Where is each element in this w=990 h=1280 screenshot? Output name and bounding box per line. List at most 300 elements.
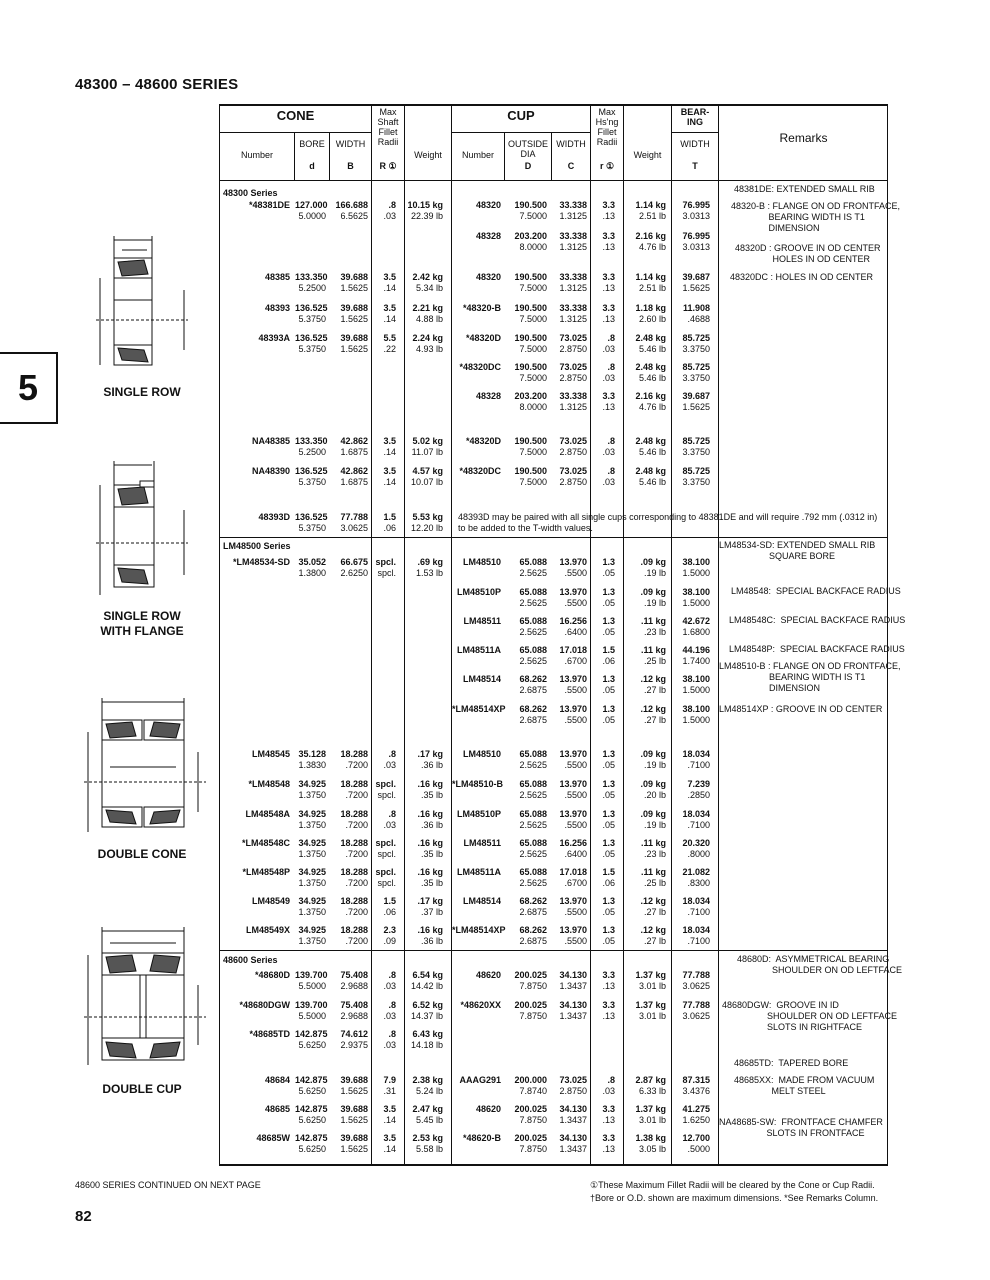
cone-w-metric: 39.688 — [340, 1133, 368, 1143]
cup-c-inch: 2.8750 — [559, 477, 587, 487]
remark-text: 48320-B : FLANGE ON OD FRONTFACE, BEARING WIDTH IS T1 DIMENSION — [731, 201, 901, 233]
header-cup: CUP — [507, 108, 535, 123]
cup-c-inch: 1.3125 — [559, 242, 587, 252]
cup-od-metric: 68.262 — [519, 674, 547, 684]
cone-w-inch: .7200 — [345, 878, 368, 888]
cup-t-inch: 3.3750 — [682, 477, 710, 487]
cup-r-metric: 1.3 — [602, 896, 615, 906]
cone-bore-inch: 5.2500 — [298, 447, 326, 457]
cup-number: *LM48510-B — [452, 779, 504, 789]
row-rule — [451, 132, 590, 133]
cup-cwt-metric: 2.87 kg — [635, 1075, 666, 1085]
cup-c-inch: .5500 — [564, 820, 587, 830]
cone-wt-metric: 2.42 kg — [412, 272, 443, 282]
remark-text: 48320D : GROOVE IN OD CENTER HOLES IN OD CENTER — [735, 243, 881, 264]
cup-cwt-inch: 3.01 lb — [638, 981, 666, 991]
cup-od-metric: 65.088 — [519, 557, 547, 567]
cup-cwt-inch: 3.01 lb — [638, 1115, 666, 1125]
cup-t-inch: .5000 — [687, 1144, 710, 1154]
cup-number: *48620XX — [460, 1000, 501, 1010]
cup-od-inch: 8.0000 — [519, 242, 547, 252]
cone-wt-inch: 10.07 lb — [410, 477, 443, 487]
cup-number: *LM48514XP — [452, 925, 506, 935]
cup-c-inch: .5500 — [564, 598, 587, 608]
cup-c-metric: 73.025 — [559, 1075, 587, 1085]
cone-number: NA48390 — [251, 466, 290, 476]
cup-od-metric: 200.000 — [514, 1075, 547, 1085]
cone-number: NA48385 — [251, 436, 290, 446]
cone-w-metric: 39.688 — [340, 1075, 368, 1085]
cone-bore-inch: 5.6250 — [298, 1040, 326, 1050]
cone-wt-inch: 11.07 lb — [411, 447, 443, 457]
cone-bore-metric: 142.875 — [295, 1104, 328, 1114]
cone-wt-inch: 5.34 lb — [415, 283, 443, 293]
cup-r-inch: .03 — [602, 447, 615, 457]
cone-number: *LM48548 — [248, 779, 290, 789]
cup-r-metric: 1.3 — [602, 809, 615, 819]
cone-number: 48393A — [258, 333, 290, 343]
cup-t-inch: .4688 — [687, 314, 710, 324]
cup-t-metric: 76.995 — [682, 200, 710, 210]
row-rule — [671, 132, 718, 133]
cone-R-metric: spcl. — [375, 557, 396, 567]
cone-wt-inch: 14.37 lb — [410, 1011, 443, 1021]
cup-r-inch: .05 — [602, 790, 615, 800]
cup-c-inch: 2.8750 — [559, 373, 587, 383]
cup-r-metric: 3.3 — [602, 1000, 615, 1010]
cup-t-metric: 38.100 — [682, 557, 710, 567]
remark-text: 48320DC : HOLES IN OD CENTER — [730, 272, 874, 282]
cup-c-metric: 73.025 — [559, 333, 587, 343]
cone-wt-inch: 4.88 lb — [415, 314, 443, 324]
cup-c-inch: .5500 — [564, 760, 587, 770]
cup-t-metric: 44.196 — [682, 645, 710, 655]
cup-r-inch: .06 — [602, 878, 615, 888]
cone-bore-inch: 5.3750 — [298, 344, 326, 354]
cup-t-inch: 3.3750 — [682, 344, 710, 354]
cone-R-inch: .14 — [383, 283, 396, 293]
cup-c-inch: .5500 — [564, 790, 587, 800]
cup-cwt-metric: .09 kg — [640, 557, 666, 567]
cone-wt-metric: 6.54 kg — [412, 970, 443, 980]
cup-c-inch: 1.3437 — [559, 981, 587, 991]
cup-r-metric: 3.3 — [602, 231, 615, 241]
cup-cwt-metric: 1.14 kg — [635, 200, 666, 210]
cup-r-metric: 1.3 — [602, 587, 615, 597]
cup-t-metric: 76.995 — [682, 231, 710, 241]
cup-c-inch: .5500 — [564, 907, 587, 917]
cup-r-inch: .13 — [602, 402, 615, 412]
footnote-bore: †Bore or O.D. shown are maximum dimensions. *See Remarks Column. — [590, 1193, 879, 1203]
remark-text: LM48534-SD: EXTENDED SMALL RIB SQUARE BORE — [719, 540, 876, 561]
remark-text: 48680DGW: GROOVE IN ID SHOULDER ON OD LEFTFACE SLOTS IN RIGHTFACE — [722, 1000, 898, 1032]
cone-R-inch: .06 — [383, 523, 396, 533]
cone-number: LM48549X — [245, 925, 290, 935]
series-heading: 48300 Series — [223, 188, 278, 198]
cup-r-metric: 3.3 — [602, 1133, 615, 1143]
remark-text: LM48510-B : FLANGE ON OD FRONTFACE, BEARING WIDTH IS T1 DIMENSION — [719, 661, 901, 693]
cup-t-inch: 3.0313 — [682, 211, 710, 221]
cup-c-metric: 34.130 — [559, 1133, 587, 1143]
cup-c-metric: 13.970 — [559, 704, 587, 714]
row-rule — [219, 132, 371, 133]
cup-number: LM48514 — [462, 896, 501, 906]
cup-od-inch: 8.0000 — [519, 402, 547, 412]
cup-cwt-inch: 2.51 lb — [638, 283, 666, 293]
cone-w-inch: .7200 — [345, 849, 368, 859]
cone-wt-metric: .16 kg — [417, 779, 443, 789]
cone-w-metric: 42.862 — [340, 466, 368, 476]
cup-t-metric: 18.034 — [682, 925, 710, 935]
cup-c-metric: 33.338 — [559, 391, 587, 401]
cup-c-metric: 34.130 — [559, 970, 587, 980]
cone-R-inch: spcl. — [377, 878, 396, 888]
cone-R-metric: 3.5 — [383, 272, 396, 282]
cup-c-metric: 73.025 — [559, 466, 587, 476]
cup-cwt-metric: .11 kg — [640, 645, 666, 655]
cone-number: 48393D — [258, 512, 290, 522]
cup-cwt-metric: .11 kg — [640, 867, 666, 877]
cup-od-metric: 65.088 — [519, 809, 547, 819]
cup-t-inch: .7100 — [687, 936, 710, 946]
cup-r-inch: .05 — [602, 907, 615, 917]
header-remarks: Remarks — [779, 131, 828, 145]
cup-c-metric: 13.970 — [559, 557, 587, 567]
cone-bore-metric: 142.875 — [295, 1133, 328, 1143]
cup-c-metric: 33.338 — [559, 231, 587, 241]
cone-w-inch: 2.6250 — [340, 568, 368, 578]
cup-od-inch: 7.8750 — [519, 1011, 547, 1021]
cup-t-metric: 18.034 — [682, 809, 710, 819]
remark-text: NA48685-SW: FRONTFACE CHAMFER SLOTS IN FRONTFACE — [719, 1117, 883, 1138]
cup-t-inch: 3.0625 — [682, 1011, 710, 1021]
cone-wt-metric: .17 kg — [417, 749, 443, 759]
cone-wt-metric: .16 kg — [417, 867, 443, 877]
table-bottom-rule — [219, 1164, 888, 1166]
cup-cwt-inch: 5.46 lb — [638, 447, 666, 457]
cup-number: LM48510 — [462, 749, 501, 759]
cup-c-metric: 13.970 — [559, 587, 587, 597]
cup-r-inch: .03 — [602, 1086, 615, 1096]
cup-t-inch: .7100 — [687, 760, 710, 770]
remark-text: LM48514XP : GROOVE IN OD CENTER — [719, 704, 883, 714]
cup-number: 48320 — [475, 272, 501, 282]
cone-w-metric: 75.408 — [340, 1000, 368, 1010]
cup-od-inch: 2.5625 — [519, 627, 547, 637]
cup-od-metric: 65.088 — [519, 616, 547, 626]
cup-c-inch: .6400 — [564, 849, 587, 859]
cup-t-metric: 38.100 — [682, 587, 710, 597]
cup-od-inch: 7.5000 — [519, 373, 547, 383]
cup-t-inch: 1.5625 — [682, 402, 710, 412]
cup-cwt-inch: .27 lb — [643, 715, 666, 725]
series-heading: 48600 Series — [223, 955, 278, 965]
cone-bore-inch: 5.3750 — [298, 523, 326, 533]
cone-w-metric: 39.688 — [340, 1104, 368, 1114]
cone-wt-inch: 4.93 lb — [415, 344, 443, 354]
cone-R-inch: .14 — [383, 1115, 396, 1125]
cone-wt-metric: .16 kg — [417, 838, 443, 848]
cup-od-inch: 7.5000 — [519, 477, 547, 487]
cup-c-inch: 2.8750 — [559, 344, 587, 354]
cup-number: LM48511A — [456, 645, 501, 655]
cup-r-inch: .13 — [602, 1115, 615, 1125]
cup-c-metric: 17.018 — [559, 867, 587, 877]
cone-R-inch: .03 — [383, 760, 396, 770]
cup-t-metric: 87.315 — [682, 1075, 710, 1085]
cup-number: LM48510P — [456, 809, 501, 819]
cone-R-inch: .03 — [383, 211, 396, 221]
cup-cwt-inch: 5.46 lb — [638, 477, 666, 487]
cup-t-metric: 39.687 — [682, 391, 710, 401]
cup-r-inch: .13 — [602, 1011, 615, 1021]
cone-R-metric: .8 — [388, 1000, 396, 1010]
cup-od-metric: 200.025 — [514, 970, 547, 980]
cup-r-metric: .8 — [607, 1075, 615, 1085]
cup-r-metric: 1.5 — [602, 645, 615, 655]
header-rr-sym: r ① — [599, 161, 615, 171]
cup-od-inch: 7.5000 — [519, 314, 547, 324]
header-bore: BORE — [299, 139, 325, 149]
row-rule — [219, 950, 888, 951]
cup-od-inch: 2.5625 — [519, 849, 547, 859]
cup-t-metric: 41.275 — [682, 1104, 710, 1114]
header-cup-width-sym: C — [567, 161, 575, 171]
cone-bore-inch: 1.3750 — [298, 820, 326, 830]
cone-wt-inch: .35 lb — [420, 790, 443, 800]
cone-w-inch: 2.9375 — [340, 1040, 368, 1050]
cone-R-inch: .03 — [383, 981, 396, 991]
cup-t-metric: 18.034 — [682, 749, 710, 759]
continued-note: 48600 SERIES CONTINUED ON NEXT PAGE — [75, 1180, 261, 1190]
cone-w-metric: 18.288 — [340, 749, 368, 759]
cone-wt-metric: 2.21 kg — [412, 303, 443, 313]
cup-c-inch: 1.3437 — [559, 1144, 587, 1154]
cone-wt-inch: .36 lb — [420, 760, 443, 770]
header-cup-number: Number — [461, 150, 494, 160]
cup-t-inch: 1.5625 — [682, 283, 710, 293]
cup-cwt-metric: 1.37 kg — [635, 1104, 666, 1114]
cup-od-inch: 2.5625 — [519, 820, 547, 830]
cone-w-inch: .7200 — [345, 936, 368, 946]
cone-bore-metric: 34.925 — [298, 809, 326, 819]
cup-t-metric: 18.034 — [682, 896, 710, 906]
cup-od-metric: 190.500 — [514, 303, 547, 313]
cup-t-inch: 1.6800 — [682, 627, 710, 637]
cup-t-inch: .8300 — [687, 878, 710, 888]
cone-w-metric: 75.408 — [340, 970, 368, 980]
cup-r-metric: 1.3 — [602, 749, 615, 759]
header-outside-dia: OUTSIDE DIA — [507, 139, 548, 159]
cup-cwt-metric: .12 kg — [640, 704, 666, 714]
cup-c-inch: .6400 — [564, 627, 587, 637]
cup-cwt-metric: 1.18 kg — [635, 303, 666, 313]
cup-t-metric: 85.725 — [682, 436, 710, 446]
cup-cwt-inch: .27 lb — [643, 685, 666, 695]
cup-t-inch: 1.6250 — [682, 1115, 710, 1125]
cup-od-inch: 7.5000 — [519, 211, 547, 221]
cup-od-metric: 190.500 — [514, 362, 547, 372]
note-48393D: 48393D may be paired with all single cups corresponding to 48381DE and will require .792 mm (.0312 in) to be added to the T-width values. — [458, 512, 878, 533]
cup-t-inch: 1.5000 — [682, 685, 710, 695]
cone-w-inch: 1.5625 — [340, 283, 368, 293]
cup-number: 48620 — [475, 1104, 501, 1114]
cone-w-inch: 6.5625 — [340, 211, 368, 221]
cup-r-inch: .05 — [602, 760, 615, 770]
cone-number: 48685W — [256, 1133, 290, 1143]
cup-od-inch: 7.5000 — [519, 283, 547, 293]
cone-w-metric: 39.688 — [340, 333, 368, 343]
cone-bore-inch: 5.0000 — [298, 211, 326, 221]
cup-r-metric: .8 — [607, 466, 615, 476]
cone-bore-metric: 133.350 — [295, 436, 328, 446]
header-bearing: BEAR- ING — [680, 107, 710, 127]
cone-wt-metric: .69 kg — [417, 557, 443, 567]
cup-cwt-metric: .12 kg — [640, 925, 666, 935]
cup-cwt-inch: .19 lb — [643, 598, 666, 608]
cup-t-metric: 85.725 — [682, 362, 710, 372]
cone-R-inch: .31 — [383, 1086, 396, 1096]
cup-od-inch: 7.5000 — [519, 344, 547, 354]
cone-bore-metric: 35.128 — [298, 749, 326, 759]
cup-od-metric: 65.088 — [519, 587, 547, 597]
cup-od-metric: 65.088 — [519, 779, 547, 789]
cone-wt-inch: 5.24 lb — [415, 1086, 443, 1096]
cup-t-inch: 3.0313 — [682, 242, 710, 252]
cup-number: LM48510P — [456, 587, 501, 597]
cup-od-inch: 2.6875 — [519, 685, 547, 695]
cup-c-metric: 13.970 — [559, 809, 587, 819]
cone-wt-metric: 5.02 kg — [412, 436, 443, 446]
cone-bore-metric: 34.925 — [298, 867, 326, 877]
cone-bore-inch: 5.3750 — [298, 314, 326, 324]
cone-w-inch: .7200 — [345, 760, 368, 770]
cup-cwt-inch: 4.76 lb — [638, 402, 666, 412]
cone-w-inch: 3.0625 — [340, 523, 368, 533]
diagram-label-single-row: SINGLE ROW — [103, 385, 181, 399]
cup-od-metric: 65.088 — [519, 867, 547, 877]
cone-number: LM48545 — [251, 749, 290, 759]
cup-t-inch: 3.3750 — [682, 373, 710, 383]
header-cone-weight: Weight — [414, 150, 442, 160]
cone-R-metric: 1.5 — [383, 896, 396, 906]
cone-R-inch: .03 — [383, 1011, 396, 1021]
cup-cwt-inch: 3.05 lb — [638, 1144, 666, 1154]
cup-od-metric: 190.500 — [514, 272, 547, 282]
cone-bore-inch: 5.6250 — [298, 1115, 326, 1125]
cone-bore-inch: 5.3750 — [298, 477, 326, 487]
cup-r-inch: .03 — [602, 344, 615, 354]
cup-od-inch: 2.5625 — [519, 598, 547, 608]
cone-number: *LM48548C — [241, 838, 290, 848]
cone-wt-metric: 2.38 kg — [412, 1075, 443, 1085]
column-rule — [718, 104, 719, 1165]
cup-od-metric: 190.500 — [514, 436, 547, 446]
header-cone-number: Number — [240, 150, 273, 160]
cup-cwt-metric: 2.48 kg — [635, 333, 666, 343]
cup-cwt-inch: 5.46 lb — [638, 344, 666, 354]
cup-r-metric: 1.3 — [602, 557, 615, 567]
cup-od-inch: 2.5625 — [519, 790, 547, 800]
cone-R-inch: .03 — [383, 1040, 396, 1050]
cup-t-metric: 77.788 — [682, 970, 710, 980]
cup-c-inch: .5500 — [564, 568, 587, 578]
cone-number: LM48548A — [245, 809, 290, 819]
cone-bore-inch: 1.3800 — [298, 568, 326, 578]
cup-number: *48320DC — [459, 362, 501, 372]
cup-r-inch: .13 — [602, 242, 615, 252]
cup-cwt-metric: 1.37 kg — [635, 1000, 666, 1010]
cup-number: LM48514 — [462, 674, 501, 684]
cup-od-inch: 2.5625 — [519, 568, 547, 578]
footnote-fillet: ①These Maximum Fillet Radii will be cleared by the Cone or Cup Radii. — [590, 1180, 875, 1190]
cone-bore-metric: 136.525 — [295, 466, 328, 476]
cone-R-metric: 3.5 — [383, 466, 396, 476]
cup-c-metric: 17.018 — [559, 645, 587, 655]
cone-bore-inch: 1.3750 — [298, 849, 326, 859]
cup-c-metric: 34.130 — [559, 1000, 587, 1010]
diagram-label-single-row-flange: SINGLE ROW WITH FLANGE — [100, 609, 184, 638]
cup-r-inch: .03 — [602, 477, 615, 487]
cup-c-inch: 2.8750 — [559, 447, 587, 457]
cone-bore-metric: 136.525 — [295, 512, 328, 522]
cup-cwt-metric: 1.37 kg — [635, 970, 666, 980]
cone-wt-inch: 14.18 lb — [410, 1040, 443, 1050]
cup-c-inch: 1.3125 — [559, 314, 587, 324]
cup-r-inch: .05 — [602, 685, 615, 695]
cup-cwt-metric: .09 kg — [640, 749, 666, 759]
cone-bore-metric: 34.925 — [298, 779, 326, 789]
cone-wt-metric: .17 kg — [417, 896, 443, 906]
cone-number: 48684 — [264, 1075, 290, 1085]
header-r-sym: R ① — [379, 161, 397, 171]
header-max-hsng: Max Hs'ng Fillet Radii — [595, 107, 619, 147]
cup-t-inch: 3.4376 — [682, 1086, 710, 1096]
cone-w-inch: 2.9688 — [340, 981, 368, 991]
cone-wt-inch: .37 lb — [420, 907, 443, 917]
cup-r-metric: 3.3 — [602, 970, 615, 980]
cup-od-inch: 7.8750 — [519, 981, 547, 991]
cup-t-inch: 3.3750 — [682, 447, 710, 457]
table-top-rule — [219, 104, 888, 106]
cup-number: 48320 — [475, 200, 501, 210]
cup-r-inch: .13 — [602, 283, 615, 293]
cone-bore-inch: 1.3750 — [298, 878, 326, 888]
cone-R-inch: .06 — [383, 907, 396, 917]
cup-r-inch: .03 — [602, 373, 615, 383]
cone-wt-metric: 2.24 kg — [412, 333, 443, 343]
cone-w-inch: .7200 — [345, 820, 368, 830]
cone-wt-inch: 1.53 lb — [415, 568, 443, 578]
cone-w-metric: 18.288 — [340, 838, 368, 848]
cup-t-inch: .2850 — [687, 790, 710, 800]
cup-c-metric: 16.256 — [559, 616, 587, 626]
cone-w-metric: 18.288 — [340, 896, 368, 906]
cone-bore-inch: 5.6250 — [298, 1144, 326, 1154]
cone-R-metric: .8 — [388, 970, 396, 980]
cup-number: LM48511A — [456, 867, 501, 877]
cup-cwt-metric: 2.16 kg — [635, 391, 666, 401]
cone-w-metric: 39.688 — [340, 303, 368, 313]
cone-R-inch: spcl. — [377, 849, 396, 859]
cup-t-metric: 12.700 — [682, 1133, 710, 1143]
cone-R-metric: 3.5 — [383, 303, 396, 313]
cup-number: LM48511 — [463, 838, 501, 848]
cup-t-inch: .7100 — [687, 907, 710, 917]
cone-w-inch: 1.5625 — [340, 1115, 368, 1125]
cup-r-metric: 1.5 — [602, 867, 615, 877]
cup-r-metric: 1.3 — [602, 779, 615, 789]
